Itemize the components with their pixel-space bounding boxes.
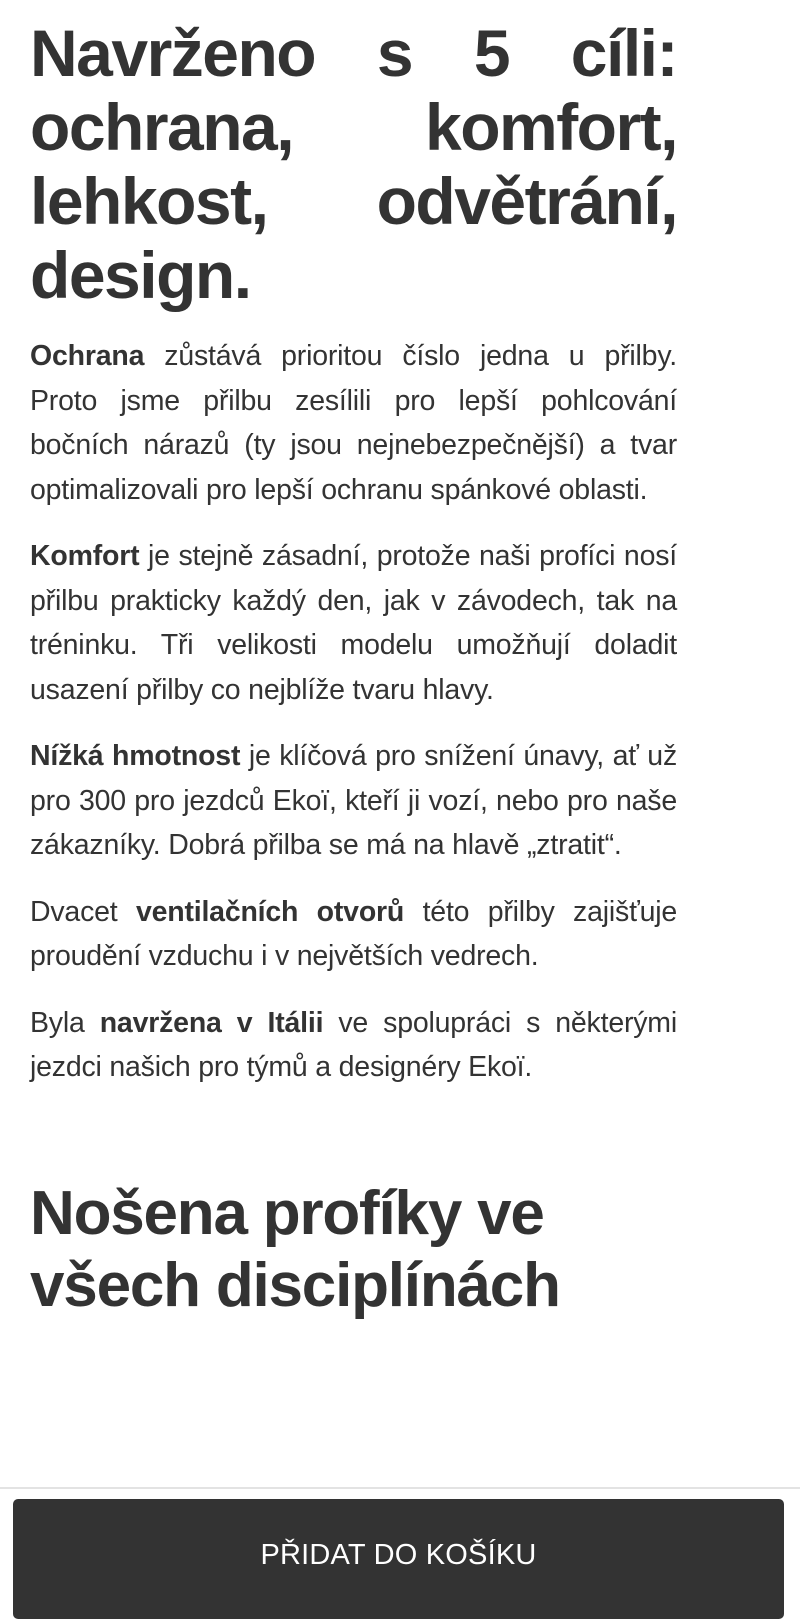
paragraph-design (30, 1001, 677, 1090)
pros-section-heading: Nošena profíky ve všech disciplínách (30, 1178, 560, 1320)
sticky-cart-bar (0, 1487, 800, 1601)
add-to-cart-button[interactable]: PŘIDAT DO KOŠÍKU (13, 1499, 784, 1619)
paragraph-comfort-text: je stejně zásadní, protože naši profíci nosí přilbu prakticky každý den, jak v závodech, tak na tréninku. Tři velikosti modelu umožňují doladit usazení přilby co nejblíže tvaru hlavy. (30, 540, 677, 706)
product-description (30, 0, 677, 1322)
paragraph-weight-text: je klíčová pro snížení únavy, ať už pro 300 pro jezdců Ekoï, kteří ji vozí, nebo pro naše zákazníky. Dobrá přilba se má na hlavě „ztratit“. (30, 740, 677, 861)
paragraph-ventilation-text: této přilby zajišťuje proudění vzduchu i v největších vedrech. (30, 895, 677, 972)
paragraph-design-text: ve spolupráci s některými jezdci našich pro týmů a designéry Ekoï. (30, 1006, 677, 1083)
paragraph-comfort (30, 534, 677, 712)
paragraph-protection-text: zůstává prioritou číslo jedna u přilby. Proto jsme přilbu zesílili pro lepší pohlcování bočních nárazů (ty jsou nejnebezpečnější) a tvar optimalizovali pro lepší ochranu spánkové oblasti. (30, 340, 677, 506)
paragraph-weight (30, 734, 677, 868)
goals-heading: Navrženo s 5 cíli: ochrana, komfort, lehkost, odvětrání, design. (30, 16, 677, 312)
paragraph-weight-bold: Nížká hmotnost (30, 740, 241, 772)
paragraph-protection-bold: Ochrana (30, 340, 145, 372)
paragraph-design-before: Byla (30, 1006, 100, 1039)
paragraph-protection (30, 334, 677, 512)
paragraph-ventilation (30, 890, 677, 979)
paragraph-design-bold: navržena v Itálii (99, 1006, 324, 1039)
paragraph-ventilation-before: Dvacet (30, 895, 136, 928)
paragraph-ventilation-bold: ventilačních otvorů (135, 895, 405, 928)
paragraph-comfort-bold: Komfort (30, 540, 140, 572)
